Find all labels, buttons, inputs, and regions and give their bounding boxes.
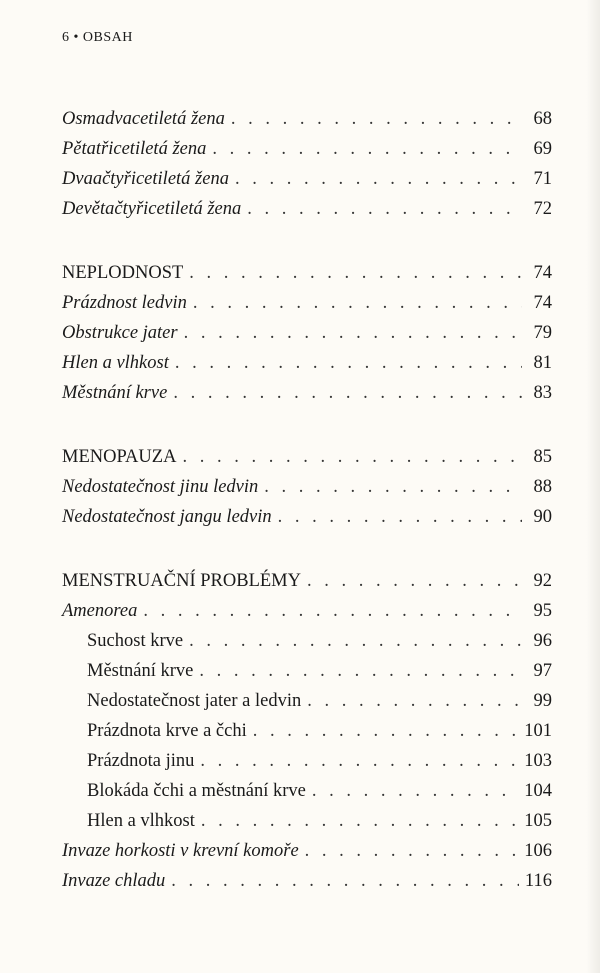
toc-entry (62, 104, 552, 134)
toc-entry-title: MENSTRUAČNÍ PROBLÉMY (62, 571, 301, 591)
toc-dot-leader (193, 288, 522, 318)
running-header (62, 30, 133, 46)
toc-entry (62, 134, 552, 164)
toc-entry-title: Pětatřicetiletá žena (62, 139, 207, 159)
toc-dot-leader (171, 866, 519, 896)
toc-group (62, 566, 552, 896)
toc-dot-leader (312, 776, 518, 806)
toc-dot-leader (143, 596, 522, 626)
toc-entry-page: 104 (524, 781, 552, 801)
toc-dot-leader (264, 472, 522, 502)
toc-group (62, 104, 552, 224)
toc-entry-page: 101 (524, 721, 552, 741)
toc-entry-page: 85 (533, 447, 552, 467)
toc-dot-leader (175, 348, 522, 378)
toc-entry-title: Městnání krve (87, 661, 194, 681)
toc-entry-page: 96 (533, 631, 552, 651)
toc-entry-title: Blokáda čchi a městnání krve (87, 781, 306, 801)
toc-entry-page: 88 (533, 477, 552, 497)
toc-entry (62, 258, 552, 288)
page-edge-shadow (586, 0, 600, 973)
table-of-contents (62, 104, 552, 930)
toc-entry-page: 74 (533, 263, 552, 283)
toc-entry (62, 596, 552, 626)
toc-entry (62, 806, 552, 836)
toc-entry (62, 164, 552, 194)
toc-entry-title: Nedostatečnost jinu ledvin (62, 477, 259, 497)
toc-dot-leader (201, 806, 518, 836)
toc-entry (62, 502, 552, 532)
toc-entry (62, 746, 552, 776)
toc-entry-page: 74 (533, 293, 552, 313)
toc-dot-leader (253, 716, 519, 746)
toc-dot-leader (247, 194, 522, 224)
toc-entry-title: Prázdnota krve a čchi (87, 721, 247, 741)
toc-dot-leader (235, 164, 522, 194)
toc-entry (62, 194, 552, 224)
toc-entry-page: 116 (524, 871, 552, 891)
toc-entry (62, 716, 552, 746)
toc-dot-leader (307, 686, 522, 716)
toc-entry-title: Osmadvacetiletá žena (62, 109, 225, 129)
toc-entry (62, 378, 552, 408)
header-label: OBSAH (82, 30, 133, 45)
toc-entry-page: 97 (533, 661, 552, 681)
toc-entry (62, 566, 552, 596)
toc-entry (62, 656, 552, 686)
toc-entry-title: Nedostatečnost jater a ledvin (87, 691, 302, 711)
toc-entry-title: NEPLODNOST (62, 263, 184, 283)
toc-entry-page: 79 (533, 323, 552, 343)
toc-dot-leader (173, 378, 522, 408)
toc-entry-title: Prázdnost ledvin (62, 293, 187, 313)
toc-dot-leader (278, 502, 522, 532)
toc-entry-title: Dvaačtyřicetiletá žena (62, 169, 229, 189)
toc-entry (62, 686, 552, 716)
header-bullet: • (73, 30, 79, 45)
toc-entry-title: Obstrukce jater (62, 323, 178, 343)
toc-entry (62, 348, 552, 378)
toc-entry-page: 90 (533, 507, 552, 527)
toc-entry-title: Nedostatečnost jangu ledvin (62, 507, 272, 527)
toc-entry-page: 68 (533, 109, 552, 129)
toc-entry-page: 105 (524, 811, 552, 831)
toc-entry (62, 288, 552, 318)
toc-entry-title: Invaze chladu (62, 871, 166, 891)
toc-dot-leader (184, 318, 522, 348)
toc-entry (62, 472, 552, 502)
toc-dot-leader (307, 566, 522, 596)
toc-dot-leader (189, 626, 522, 656)
toc-entry-title: Amenorea (62, 601, 138, 621)
toc-entry-title: Hlen a vlhkost (62, 353, 169, 373)
toc-entry-title: Městnání krve (62, 383, 168, 403)
toc-entry-title: Invaze horkosti v krevní komoře (62, 841, 299, 861)
toc-dot-leader (305, 836, 519, 866)
toc-entry (62, 442, 552, 472)
toc-entry-page: 95 (533, 601, 552, 621)
toc-entry-page: 103 (524, 751, 552, 771)
toc-group (62, 258, 552, 408)
header-page-number: 6 (62, 30, 70, 45)
toc-entry-page: 71 (533, 169, 552, 189)
toc-entry (62, 318, 552, 348)
toc-entry (62, 866, 552, 896)
toc-dot-leader (212, 134, 522, 164)
toc-group (62, 442, 552, 532)
toc-entry-title: MENOPAUZA (62, 447, 177, 467)
toc-entry-page: 92 (533, 571, 552, 591)
toc-entry (62, 836, 552, 866)
toc-entry-page: 69 (533, 139, 552, 159)
toc-entry-page: 106 (524, 841, 552, 861)
toc-entry-page: 72 (533, 199, 552, 219)
toc-dot-leader (200, 746, 518, 776)
toc-entry-title: Suchost krve (87, 631, 184, 651)
toc-dot-leader (189, 258, 522, 288)
toc-entry-title: Hlen a vlhkost (87, 811, 195, 831)
toc-entry-page: 83 (533, 383, 552, 403)
toc-dot-leader (182, 442, 522, 472)
toc-entry-page: 99 (533, 691, 552, 711)
toc-entry-title: Devětačtyřicetiletá žena (62, 199, 242, 219)
toc-dot-leader (199, 656, 522, 686)
toc-entry (62, 776, 552, 806)
toc-entry-page: 81 (533, 353, 552, 373)
toc-entry (62, 626, 552, 656)
toc-dot-leader (231, 104, 522, 134)
toc-entry-title: Prázdnota jinu (87, 751, 195, 771)
